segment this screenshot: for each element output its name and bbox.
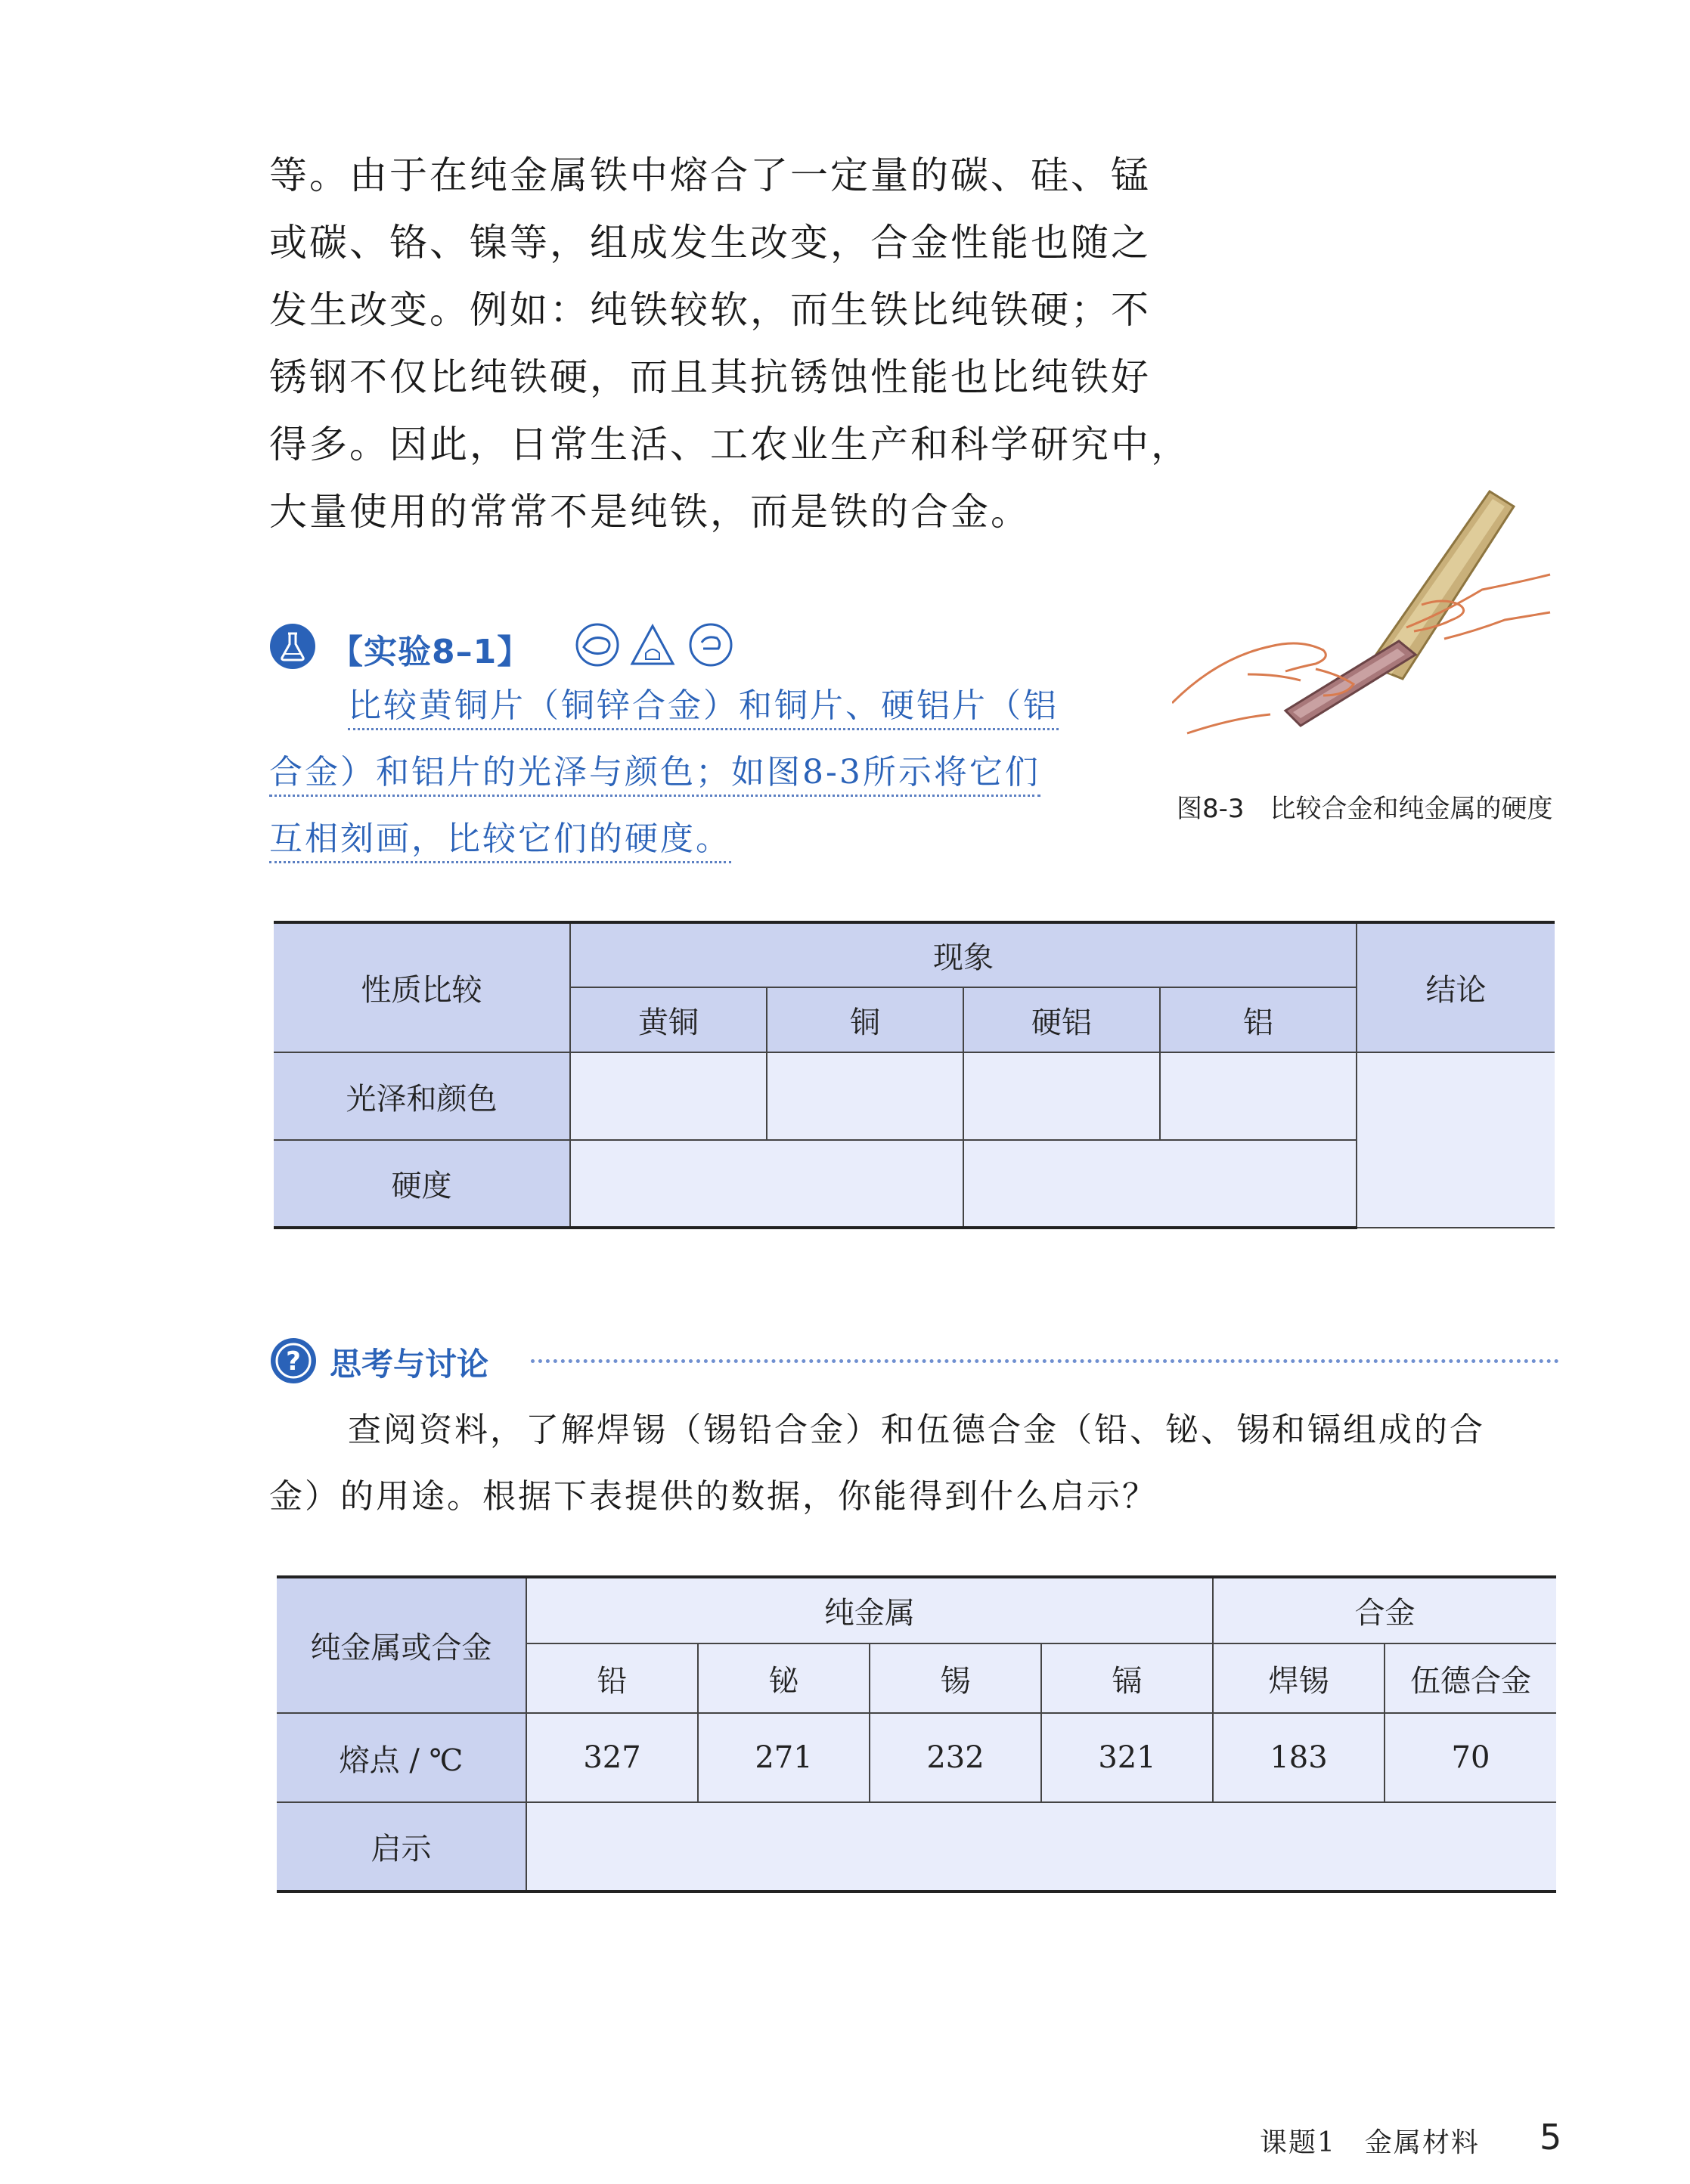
- table-cell: [767, 1052, 963, 1140]
- intro-paragraph: [269, 142, 1191, 546]
- svg-text:?: ?: [286, 1346, 301, 1377]
- comparison-table: [274, 921, 1555, 1229]
- header-material: 铜: [767, 987, 963, 1052]
- experiment-line: [269, 806, 1059, 872]
- melting-value: 327: [526, 1713, 698, 1802]
- header-material: 铝: [1160, 987, 1357, 1052]
- intro-line: 大量使用的常常不是纯铁，而是铁的合金。: [269, 490, 1031, 534]
- table-cell: [570, 1140, 963, 1228]
- experiment-header: [269, 620, 768, 670]
- intro-line: 锈钢不仅比纯铁硬，而且其抗锈蚀性能也比纯铁好: [269, 355, 1151, 399]
- experiment-line: [269, 673, 1059, 739]
- header-name: 锡: [870, 1643, 1041, 1713]
- table-cell: [963, 1052, 1160, 1140]
- flask-icon: [269, 623, 316, 670]
- melting-value: 232: [870, 1713, 1041, 1802]
- question-icon: [269, 1337, 318, 1385]
- melting-point-table: [277, 1575, 1556, 1893]
- discussion-body: [269, 1397, 1485, 1530]
- header-name: 铅: [526, 1643, 698, 1713]
- header-property: 性质比较: [274, 922, 570, 1052]
- safety-icons: [573, 620, 740, 670]
- row-label-hardness: 硬度: [274, 1140, 570, 1228]
- header-col0: 纯金属或合金: [277, 1577, 526, 1713]
- discussion-header: [269, 1335, 1559, 1383]
- header-conclusion: 结论: [1357, 922, 1555, 1052]
- conclusion-cell: [1357, 1052, 1555, 1228]
- discussion-title: 思考与讨论: [330, 1346, 489, 1383]
- table-cell: [570, 1052, 767, 1140]
- header-material: 黄铜: [570, 987, 767, 1052]
- header-name: 铋: [698, 1643, 870, 1713]
- experiment-text: 合金）和铝片的光泽与颜色；如图8-3所示将它们: [269, 753, 1040, 797]
- header-name: 镉: [1041, 1643, 1213, 1713]
- melting-value: 183: [1213, 1713, 1385, 1802]
- experiment-title: 【实验8–1】: [330, 633, 532, 671]
- row-label-hint: 启示: [277, 1802, 526, 1891]
- experiment-line: [269, 739, 1059, 806]
- discussion-line: 查阅资料，了解焊锡（锡铅合金）和伍德合金（铅、铋、锡和镉组成的合: [348, 1411, 1485, 1449]
- hardness-figure: [1172, 476, 1558, 756]
- header-alloy: 合金: [1213, 1577, 1556, 1643]
- intro-line: 或碳、铬、镍等，组成发生改变，合金性能也随之: [269, 221, 1151, 265]
- experiment-text: 比较黄铜片（铜锌合金）和铜片、硬铝片（铝: [348, 686, 1059, 730]
- page-number: 5: [1540, 2117, 1562, 2158]
- intro-line: 等。由于在纯金属铁中熔合了一定量的碳、硅、锰: [269, 153, 1151, 197]
- intro-line: 得多。因此，日常生活、工农业生产和科学研究中，: [269, 423, 1191, 466]
- table-cell: [963, 1140, 1357, 1228]
- table-cell: [1160, 1052, 1357, 1140]
- header-phenomenon: 现象: [570, 922, 1357, 987]
- figure-caption: 图8-3 比较合金和纯金属的硬度: [1177, 794, 1553, 824]
- header-pure-metal: 纯金属: [526, 1577, 1213, 1643]
- dotted-rule: [531, 1359, 1559, 1363]
- experiment-body: [269, 673, 1059, 872]
- intro-line: 发生改变。例如：纯铁较软，而生铁比纯铁硬；不: [269, 288, 1151, 332]
- discussion-line: 金）的用途。根据下表提供的数据，你能得到什么启示？: [269, 1477, 1158, 1516]
- hint-cell: [526, 1802, 1556, 1891]
- header-material: 硬铝: [963, 987, 1160, 1052]
- melting-value: 70: [1385, 1713, 1556, 1802]
- row-label-luster: 光泽和颜色: [274, 1052, 570, 1140]
- experiment-text: 互相刻画，比较它们的硬度。: [269, 819, 731, 863]
- header-name: 焊锡: [1213, 1643, 1385, 1713]
- footer-chapter: 课题1 金属材料: [1260, 2127, 1480, 2158]
- row-label-melting: 熔点 / ℃: [277, 1713, 526, 1802]
- melting-value: 321: [1041, 1713, 1213, 1802]
- header-name: 伍德合金: [1385, 1643, 1556, 1713]
- melting-value: 271: [698, 1713, 870, 1802]
